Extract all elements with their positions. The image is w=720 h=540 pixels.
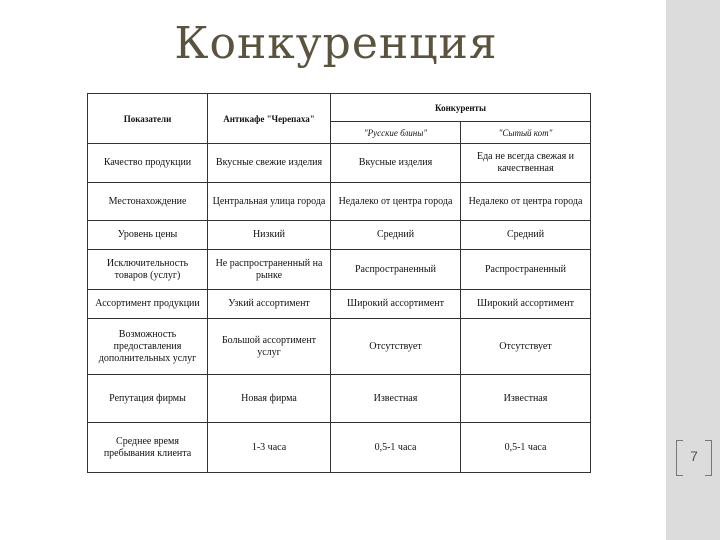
cell-competitor-2: Средний xyxy=(461,221,591,250)
cell-competitor-1: Вкусные изделия xyxy=(331,144,461,183)
table-row xyxy=(88,183,591,221)
cell-anticafe: Вкусные свежие изделия xyxy=(208,144,331,183)
cell-anticafe: Новая фирма xyxy=(208,375,331,423)
cell-competitor-1: Отсутствует xyxy=(331,319,461,375)
cell-competitor-1: Широкий ассортимент xyxy=(331,290,461,319)
cell-anticafe: Узкий ассортимент xyxy=(208,290,331,319)
cell-anticafe: 1-3 часа xyxy=(208,423,331,473)
cell-competitor-2: Широкий ассортимент xyxy=(461,290,591,319)
table-row xyxy=(88,319,591,375)
cell-competitor-1: Средний xyxy=(331,221,461,250)
cell-competitor-2: Недалеко от центра города xyxy=(461,183,591,221)
cell-anticafe: Центральная улица города xyxy=(208,183,331,221)
cell-competitor-2: Распространенный xyxy=(461,250,591,290)
table-row xyxy=(88,290,591,319)
row-label: Возможность предоставления дополнительных услуг xyxy=(88,319,208,375)
table-row xyxy=(88,250,591,290)
cell-competitor-2: Еда не всегда свежая и качественная xyxy=(461,144,591,183)
cell-competitor-1: 0,5-1 часа xyxy=(331,423,461,473)
competition-table xyxy=(87,93,591,473)
cell-competitor-1: Недалеко от центра города xyxy=(331,183,461,221)
page-number: 7 xyxy=(690,448,698,464)
row-label: Исключительность товаров (услуг) xyxy=(88,250,208,290)
row-label: Репутация фирмы xyxy=(88,375,208,423)
header-competitor-2: "Сытый кот" xyxy=(461,122,591,144)
row-label: Уровень цены xyxy=(88,221,208,250)
cell-competitor-2: Известная xyxy=(461,375,591,423)
row-label: Среднее время пребывания клиента xyxy=(88,423,208,473)
cell-competitor-2: Отсутствует xyxy=(461,319,591,375)
cell-anticafe: Низкий xyxy=(208,221,331,250)
cell-anticafe: Не распространенный на рынке xyxy=(208,250,331,290)
header-indicators: Показатели xyxy=(88,94,208,144)
row-label: Ассортимент продукции xyxy=(88,290,208,319)
row-label: Местонахождение xyxy=(88,183,208,221)
slide-title: Конкуренция xyxy=(174,18,498,69)
header-competitors: Конкуренты xyxy=(331,94,591,122)
cell-competitor-1: Известная xyxy=(331,375,461,423)
cell-competitor-1: Распространенный xyxy=(331,250,461,290)
cell-competitor-2: 0,5-1 часа xyxy=(461,423,591,473)
table-row xyxy=(88,144,591,183)
page-number-badge xyxy=(676,440,712,476)
table-row xyxy=(88,423,591,473)
table-row xyxy=(88,375,591,423)
header-anticafe: Антикафе "Черепаха" xyxy=(208,94,331,144)
row-label: Качество продукции xyxy=(88,144,208,183)
header-competitor-1: "Русские блины" xyxy=(331,122,461,144)
cell-anticafe: Большой ассортимент услуг xyxy=(208,319,331,375)
table-row xyxy=(88,221,591,250)
